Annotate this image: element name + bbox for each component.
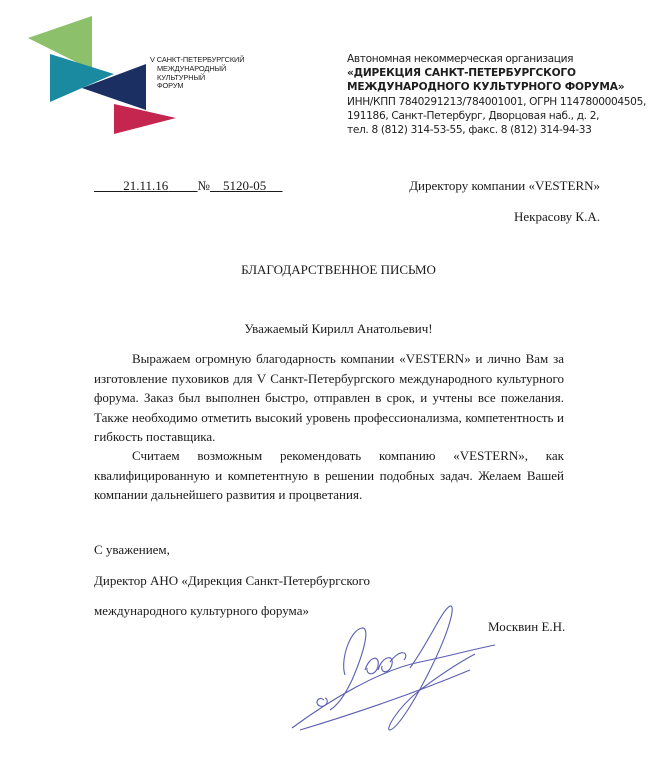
organization-type: Автономная некоммерческая организация: [347, 53, 574, 65]
logo-text-line: КУЛЬТУРНЫЙ: [157, 72, 206, 82]
letter-date: 21.11.16: [123, 178, 169, 193]
addressee-line1: Директору компании «VESTERN»: [409, 178, 600, 193]
letter-greeting: Уважаемый Кирилл Анатольевич!: [244, 321, 433, 336]
signer-title-line2: международного культурного форума»: [94, 603, 309, 618]
closing: С уважением,: [94, 542, 170, 557]
letter-number: 5120-05: [222, 178, 267, 193]
number-sign: №: [197, 178, 210, 193]
signer-name: Москвин Е.Н.: [488, 619, 566, 634]
organization-phones: тел. 8 (812) 314-53-55, факс. 8 (812) 314-94-33: [347, 124, 592, 137]
logo-text-line: V САНКТ-ПЕТЕРБУРГСКИЙ: [150, 55, 245, 64]
registration-line: [94, 178, 283, 194]
logo-text-line: МЕЖДУНАРОДНЫЙ: [157, 63, 227, 73]
logo-text: [150, 56, 244, 91]
organization-header: [347, 52, 646, 137]
organization-address: 191186, Санкт-Петербург, Дворцовая наб., д. 2,: [347, 109, 600, 122]
letter-title: БЛАГОДАРСТВЕННОЕ ПИСЬМО: [241, 262, 436, 277]
signer-title-line1: Директор АНО «Дирекция Санкт-Петербургского: [94, 573, 371, 588]
logo-text-line: ФОРУМ: [157, 81, 184, 91]
body-paragraph: Считаем возможным рекомендовать компанию «VESTERN», как квалифицированную и компетентную в решении подобных задач. Желаем Вашей компании дальнейшего развития и процветания.: [94, 448, 564, 503]
addressee-line2: Некрасову К.А.: [513, 209, 600, 224]
organization-name-line2: МЕЖДУНАРОДНОГО КУЛЬТУРНОГО ФОРУМА»: [347, 81, 625, 94]
organization-name-line1: «ДИРЕКЦИЯ САНКТ-ПЕТЕРБУРГСКОГО: [347, 67, 576, 80]
organization-ids: ИНН/КПП 7840291213/784001001, ОГРН 1147800004505,: [347, 95, 646, 108]
body-paragraph: Выражаем огромную благодарность компании «VESTERN» и лично Вам за изготовление пуховиков для V Санкт-Петербургского международного культурного форума. Заказ был выполнен быстро, отправлен в срок, и учтены все пожелания. Также необходимо отметить высокий уровень профессионализма, компетентность и гибкость поставщика.: [94, 351, 564, 445]
